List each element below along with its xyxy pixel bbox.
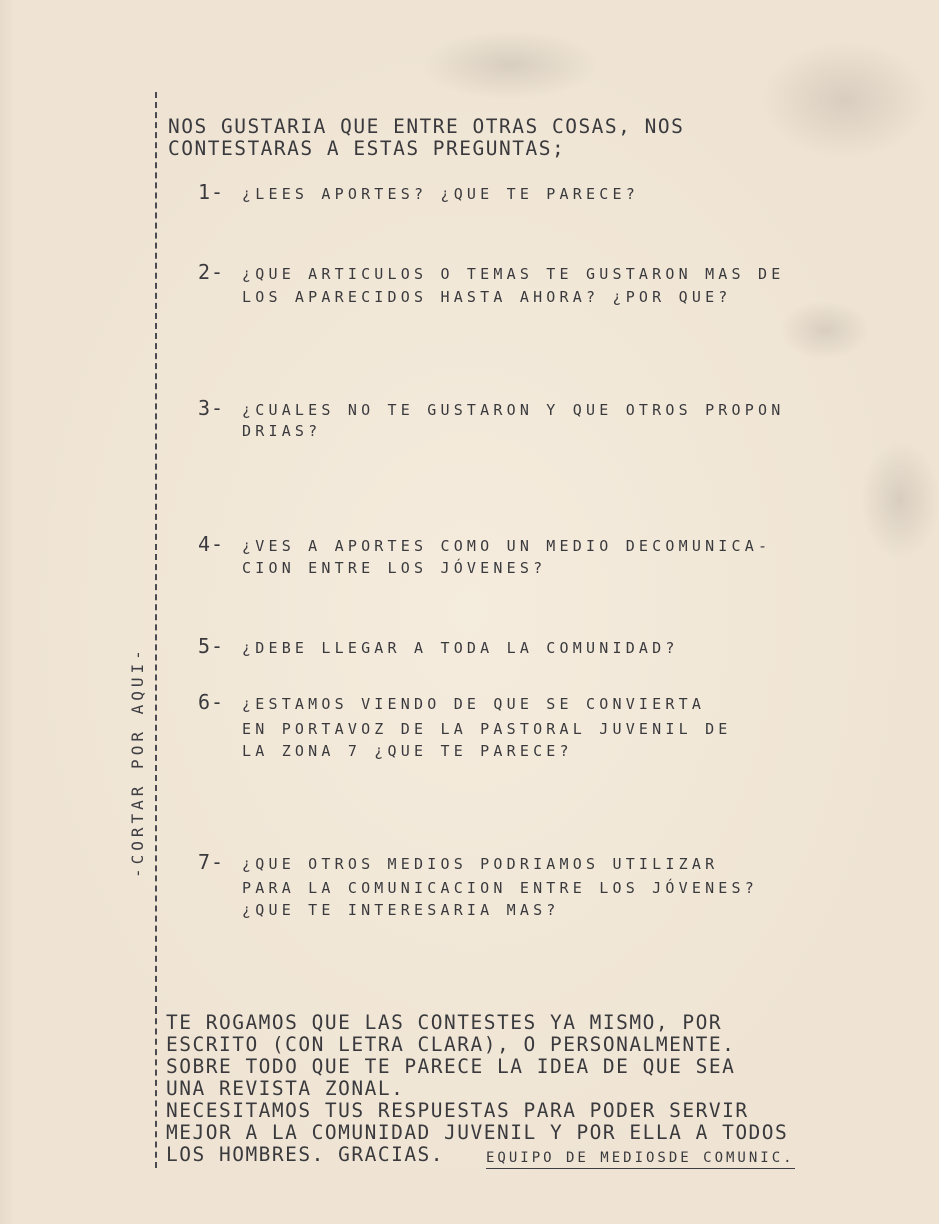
- signature: EQUIPO DE MEDIOSDE COMUNIC.: [486, 1150, 795, 1169]
- question-text: CION ENTRE LOS JÓVENES?: [242, 559, 547, 577]
- cut-line-lower: [155, 1008, 157, 1168]
- question-text: LA ZONA 7 ¿QUE TE PARECE?: [242, 742, 573, 760]
- intro-line-2: CONTESTARAS A ESTAS PREGUNTAS;: [168, 137, 566, 160]
- intro-line-1: NOS GUSTARIA QUE ENTRE OTRAS COSAS, NOS: [168, 115, 685, 138]
- closing-line: SOBRE TODO QUE TE PARECE LA IDEA DE QUE SEA: [166, 1055, 736, 1078]
- question-number: 6-: [198, 690, 225, 714]
- question-text: LOS APARECIDOS HASTA AHORA? ¿POR QUE?: [242, 288, 732, 306]
- question-text: EN PORTAVOZ DE LA PASTORAL JUVENIL DE: [242, 720, 732, 738]
- cut-label: -CORTAR POR AQUI-: [128, 646, 147, 878]
- question-text: ¿CUALES NO TE GUSTARON Y QUE OTROS PROPON: [242, 401, 785, 419]
- ink-smudge: [780, 300, 870, 360]
- question-number: 1-: [198, 180, 225, 204]
- question-text: PARA LA COMUNICACION ENTRE LOS JÓVENES?: [242, 879, 758, 897]
- closing-line: TE ROGAMOS QUE LAS CONTESTES YA MISMO, POR: [166, 1011, 723, 1034]
- cut-line: [155, 92, 157, 1012]
- ink-smudge: [760, 40, 930, 160]
- question-number: 5-: [198, 634, 225, 658]
- question-text: ¿ESTAMOS VIENDO DE QUE SE CONVIERTA: [242, 695, 706, 713]
- closing-line: NECESITAMOS TUS RESPUESTAS PARA PODER SERVIR: [166, 1099, 749, 1122]
- question-text: DRIAS?: [242, 422, 322, 440]
- question-text: ¿QUE OTROS MEDIOS PODRIAMOS UTILIZAR: [242, 855, 719, 873]
- question-number: 7-: [198, 850, 225, 874]
- question-text: ¿LEES APORTES? ¿QUE TE PARECE?: [242, 185, 639, 203]
- question-text: ¿QUE ARTICULOS O TEMAS TE GUSTARON MAS DE: [242, 265, 785, 283]
- closing-line: UNA REVISTA ZONAL.: [166, 1077, 405, 1100]
- question-text: ¿QUE TE INTERESARIA MAS?: [242, 901, 560, 919]
- closing-line: ESCRITO (CON LETRA CLARA), O PERSONALMENTE.: [166, 1033, 736, 1056]
- question-text: ¿DEBE LLEGAR A TODA LA COMUNIDAD?: [242, 639, 679, 657]
- question-text: ¿VES A APORTES COMO UN MEDIO DECOMUNICA-: [242, 537, 772, 555]
- ink-smudge: [420, 30, 600, 100]
- question-number: 4-: [198, 532, 225, 556]
- closing-line: LOS HOMBRES. GRACIAS.: [166, 1143, 445, 1166]
- question-number: 3-: [198, 396, 225, 420]
- question-number: 2-: [198, 260, 225, 284]
- closing-line: MEJOR A LA COMUNIDAD JUVENIL Y POR ELLA A TODOS: [166, 1121, 789, 1144]
- ink-smudge: [860, 440, 939, 560]
